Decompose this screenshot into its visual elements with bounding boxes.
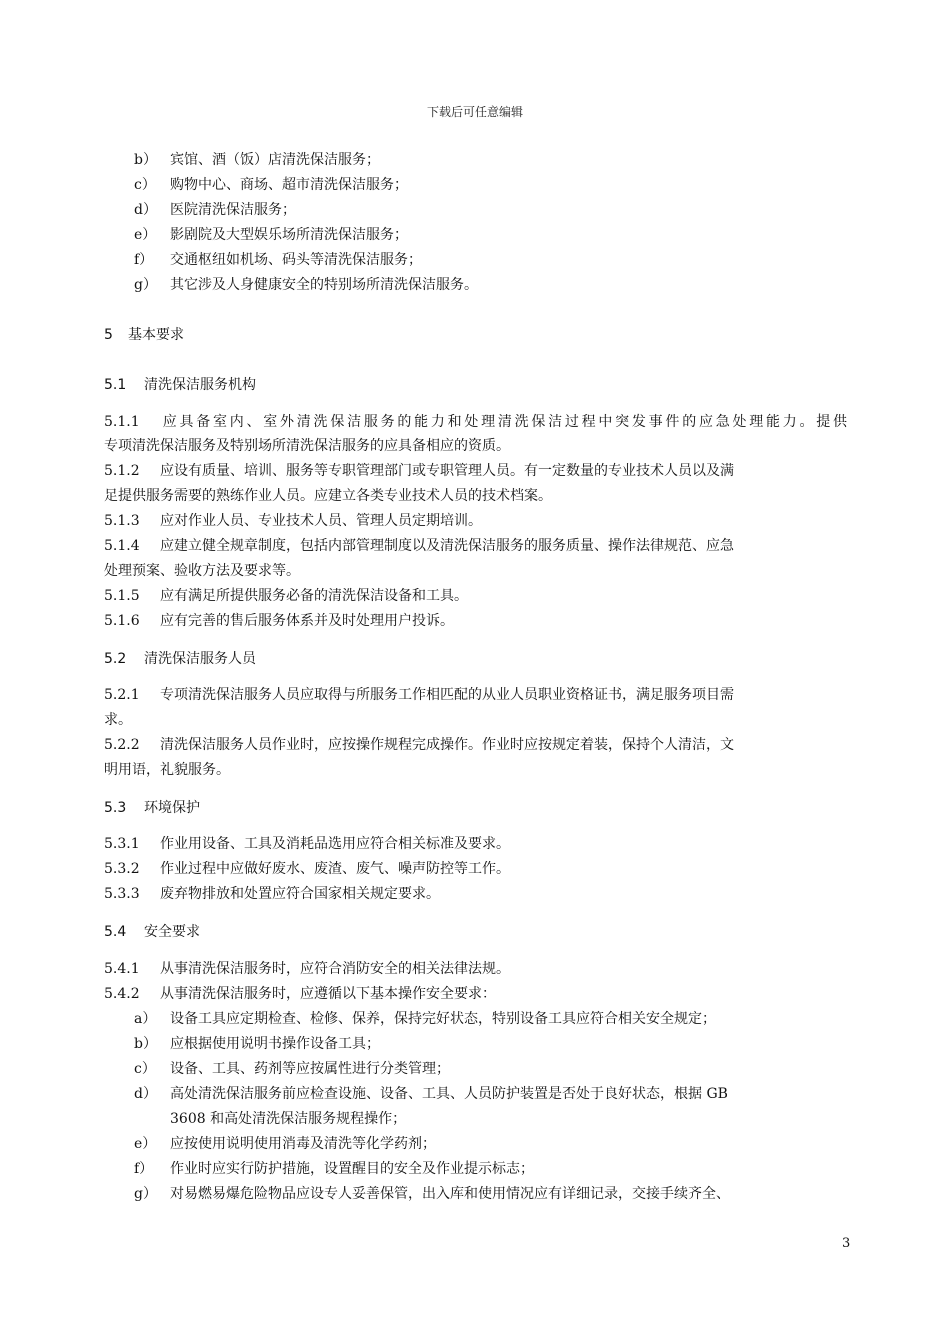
clause	[104, 884, 440, 904]
clause-text: 作业过程中应做好废水、废渣、废气、噪声防控等工作。	[160, 861, 510, 877]
list-item	[134, 1134, 436, 1154]
list-text: 应根据使用说明书操作设备工具；	[170, 1036, 380, 1052]
list-text: 高处清洗保洁服务前应检查设施、设备、工具、人员防护装置是否处于良好状态，根据 GB	[170, 1086, 728, 1102]
clause-text: 应建立健全规章制度，包括内部管理制度以及清洗保洁服务的服务质量、操作法律规范、应急	[160, 538, 734, 554]
clause-text: 应有完善的售后服务体系并及时处理用户投诉。	[160, 613, 454, 629]
clause	[104, 735, 734, 755]
clause-number: 5.4.2	[104, 986, 140, 1002]
section-title: 环境保护	[144, 800, 200, 816]
clause-continuation: 处理预案、验收方法及要求等。	[104, 563, 300, 579]
clause-number: 5.2.1	[104, 687, 140, 703]
section-heading	[104, 798, 200, 818]
clause-number: 5.3.2	[104, 861, 140, 877]
clause-text: 从事清洗保洁服务时，应符合消防安全的相关法律法规。	[160, 961, 510, 977]
section-title: 清洗保洁服务机构	[144, 377, 256, 393]
clause-text: 应设有质量、培训、服务等专职管理部门或专职管理人员。有一定数量的专业技术人员以及满	[160, 463, 734, 479]
clause-number: 5.3.3	[104, 886, 140, 902]
section-number: 5.2	[104, 651, 127, 667]
list-text: 设备、工具、药剂等应按属性进行分类管理；	[170, 1061, 450, 1077]
list-label: c）	[134, 1061, 156, 1077]
section-title: 基本要求	[128, 327, 184, 343]
clause	[104, 511, 482, 531]
list-item	[134, 175, 408, 195]
clause-number: 5.1.6	[104, 613, 140, 629]
list-label: b）	[134, 152, 157, 168]
list-label: e）	[134, 1136, 157, 1152]
clause	[104, 536, 734, 556]
clause-number: 5.3.1	[104, 836, 140, 852]
list-label: c）	[134, 177, 156, 193]
list-item	[134, 1059, 450, 1079]
section-number: 5.4	[104, 924, 127, 940]
list-item	[134, 150, 380, 170]
clause	[104, 984, 496, 1004]
clause	[104, 959, 510, 979]
list-item	[134, 275, 478, 295]
list-text: 购物中心、商场、超市清洗保洁服务；	[170, 177, 408, 193]
clause-text: 应具备室内、室外清洗保洁服务的能力和处理清洗保洁过程中突发事件的应急处理能力。提供	[160, 414, 847, 430]
clause-number: 5.1.2	[104, 463, 140, 479]
list-label: d）	[134, 1086, 157, 1102]
list-label: d）	[134, 202, 157, 218]
list-label: e）	[134, 227, 157, 243]
page-header: 下载后可任意编辑	[426, 105, 523, 119]
list-item	[134, 1184, 730, 1204]
list-label: b）	[134, 1036, 157, 1052]
clause	[104, 685, 734, 705]
clause	[104, 611, 454, 631]
clause-continuation: 足提供服务需要的熟练作业人员。应建立各类专业技术人员的技术档案。	[104, 488, 552, 504]
clause-number: 5.1.1	[104, 414, 140, 430]
section-title: 清洗保洁服务人员	[144, 651, 256, 667]
clause-continuation: 明用语，礼貌服务。	[104, 762, 230, 778]
list-text: 作业时应实行防护措施，设置醒目的安全及作业提示标志；	[170, 1161, 534, 1177]
clause-number: 5.1.3	[104, 513, 140, 529]
list-text: 交通枢纽如机场、码头等清洗保洁服务；	[170, 252, 422, 268]
list-label: f）	[134, 1161, 154, 1177]
list-text: 对易燃易爆危险物品应设专人妥善保管，出入库和使用情况应有详细记录，交接手续齐全、	[170, 1186, 730, 1202]
list-text: 其它涉及人身健康安全的特别场所清洗保洁服务。	[170, 277, 478, 293]
section-number: 5.3	[104, 800, 127, 816]
list-item	[134, 1034, 380, 1054]
clause-text: 废弃物排放和处置应符合国家相关规定要求。	[160, 886, 440, 902]
clause	[104, 859, 510, 879]
list-text: 设备工具应定期检查、检修、保养，保持完好状态，特别设备工具应符合相关安全规定；	[170, 1011, 716, 1027]
list-label: g）	[134, 1186, 157, 1202]
section-heading	[104, 325, 184, 345]
list-label: a）	[134, 1011, 157, 1027]
list-continuation: 3608 和高处清洗保洁服务规程操作；	[170, 1111, 407, 1127]
section-heading	[104, 375, 256, 395]
clause-text: 清洗保洁服务人员作业时，应按操作规程完成操作。作业时应按规定着装，保持个人清洁，文	[160, 737, 734, 753]
list-item	[134, 250, 422, 270]
list-text: 医院清洗保洁服务；	[170, 202, 296, 218]
clause	[104, 412, 847, 432]
list-item	[134, 1159, 534, 1179]
clause	[104, 461, 734, 481]
clause-number: 5.2.2	[104, 737, 140, 753]
list-label: g）	[134, 277, 157, 293]
clause-text: 专项清洗保洁服务人员应取得与所服务工作相匹配的从业人员职业资格证书，满足服务项目需	[160, 687, 734, 703]
clause	[104, 586, 468, 606]
clause-text: 作业用设备、工具及消耗品选用应符合相关标准及要求。	[160, 836, 510, 852]
list-item	[134, 225, 408, 245]
list-text: 应按使用说明使用消毒及清洗等化学药剂；	[170, 1136, 436, 1152]
clause-text: 从事清洗保洁服务时，应遵循以下基本操作安全要求：	[160, 986, 496, 1002]
list-item	[134, 1009, 716, 1029]
clause-number: 5.4.1	[104, 961, 140, 977]
list-label: f）	[134, 252, 154, 268]
list-text: 宾馆、酒（饭）店清洗保洁服务；	[170, 152, 380, 168]
section-number: 5	[104, 327, 113, 343]
clause-number: 5.1.5	[104, 588, 140, 604]
clause-text: 应有满足所提供服务必备的清洗保洁设备和工具。	[160, 588, 468, 604]
section-number: 5.1	[104, 377, 127, 393]
list-text: 影剧院及大型娱乐场所清洗保洁服务；	[170, 227, 408, 243]
page-number: 3	[842, 1236, 851, 1251]
clause	[104, 834, 510, 854]
section-title: 安全要求	[144, 924, 200, 940]
clause-continuation: 求。	[104, 712, 132, 728]
list-item	[134, 200, 296, 220]
clause-number: 5.1.4	[104, 538, 140, 554]
clause-continuation: 专项清洗保洁服务及特别场所清洗保洁服务的应具备相应的资质。	[104, 438, 510, 454]
list-item	[134, 1084, 728, 1104]
section-heading	[104, 922, 200, 942]
clause-text: 应对作业人员、专业技术人员、管理人员定期培训。	[160, 513, 482, 529]
section-heading	[104, 649, 256, 669]
